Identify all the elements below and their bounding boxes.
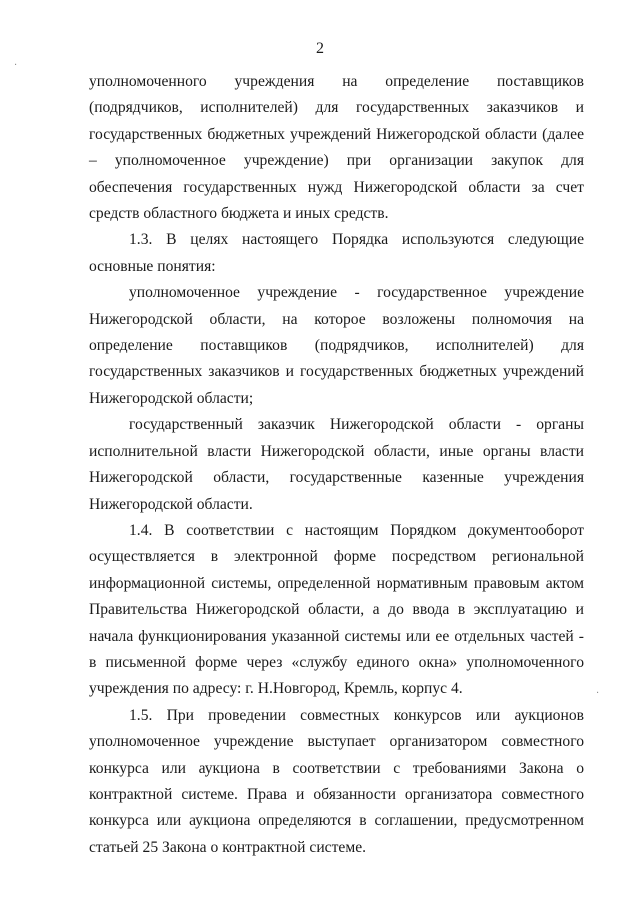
page-number: 2 [316, 40, 324, 57]
paragraph-1-4: 1.4. В соответствии с настоящим Порядком документооборот осуществляется в электронной форме посредством региональной информационной системы, определенной нормативным правовым актом Правительства Нижегородской области, а до ввода в эксплуатацию и начала функционирования указанной системы или ее отдельных частей - в письменной форме через «службу единого окна» уполномоченного учреждения по адресу: г. Н.Новгород, Кремль, корпус 4. [89, 521, 584, 698]
document-body [89, 69, 584, 861]
scan-speck-right: · [596, 688, 600, 699]
scan-speck-left: · [14, 60, 18, 71]
definition-state-customer: государственный заказчик Нижегородской области - органы исполнительной власти Нижегородской области, иные органы власти Нижегородской области, государственные казенные учреждения Нижегородской области. [89, 416, 584, 513]
paragraph-1-5: 1.5. При проведении совместных конкурсов или аукционов уполномоченное учреждение выступает организатором совместного конкурса или аукциона в соответствии с требованиями Закона о контрактной системе. Права и обязанности организатора совместного конкурса или аукциона определяются в соглашении, предусмотренном статьей 25 Закона о контрактной системе. [89, 706, 584, 856]
definition-authorized-institution: уполномоченное учреждение - государственное учреждение Нижегородской области, на которое возложены полномочия на определение поставщиков (подрядчиков, исполнителей) для государственных заказчиков и государственных бюджетных учреждений Нижегородской области; [89, 284, 584, 407]
paragraph-1-3: 1.3. В целях настоящего Порядка используются следующие основные понятия: [89, 231, 584, 275]
paragraph-continuation: уполномоченного учреждения на определение поставщиков (подрядчиков, исполнителей) для государственных заказчиков и государственных бюджетных учреждений Нижегородской области (далее – уполномоченное учреждение) при организации закупок для обеспечения государственных нужд Нижегородской области за счет средств областного бюджета и иных средств. [89, 73, 584, 223]
